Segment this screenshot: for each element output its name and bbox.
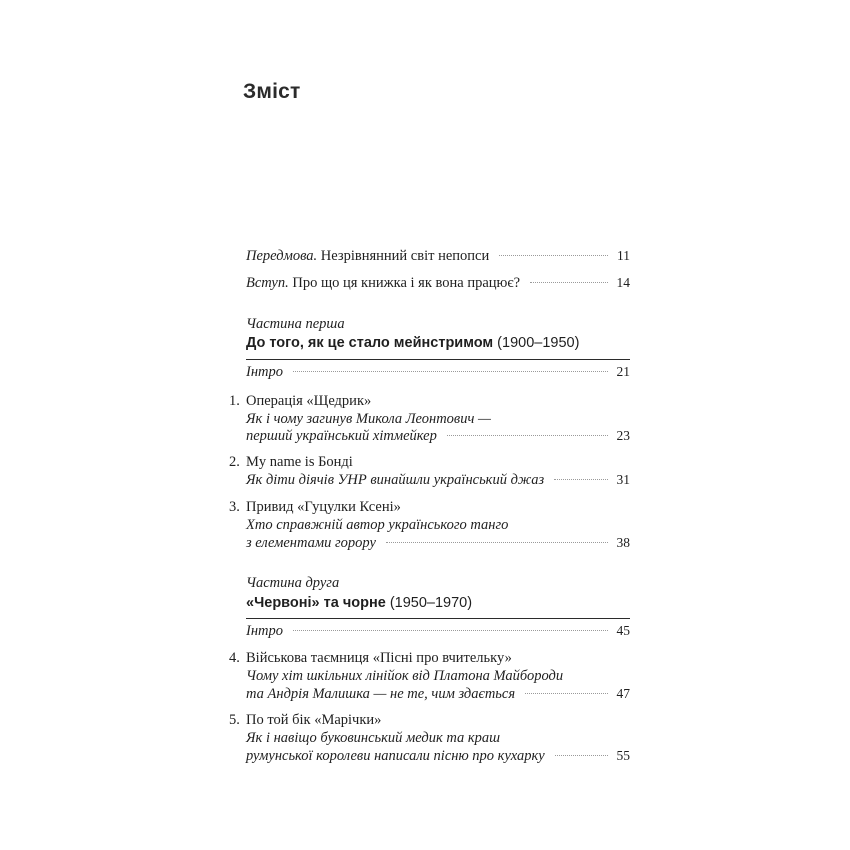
chapter-number: 3. [229, 499, 240, 515]
dot-leader [447, 435, 608, 436]
dot-leader [293, 630, 608, 631]
dot-leader [530, 282, 608, 283]
chapter-number: 2. [229, 454, 240, 470]
toc-entry-chapter-3[interactable] [246, 535, 630, 555]
chapter-subtitle: Як і чому загинув Микола Леонтович — [246, 411, 491, 427]
page-number: 31 [616, 472, 630, 487]
page-number: 38 [616, 535, 630, 550]
part-1-years: (1900–1950) [497, 335, 580, 351]
toc-entry-chapter-1[interactable] [246, 428, 630, 448]
toc-entry-chapter-2[interactable] [246, 472, 630, 492]
page-number: 14 [616, 275, 630, 290]
page-number: 11 [617, 248, 630, 263]
dot-leader [293, 371, 608, 372]
toc-entry-chapter-5[interactable] [246, 748, 630, 768]
entry-title: Інтро [246, 364, 283, 380]
part-2-label: Частина друга [246, 575, 340, 591]
toc-entry-preface[interactable] [246, 248, 630, 268]
chapter-subtitle: Як і навіщо буковинський медик та краш [246, 730, 501, 746]
chapter-subtitle: румунської королеви написали пісню про кухарку [246, 748, 545, 764]
entry-title: Інтро [246, 623, 283, 639]
chapter-subtitle: з елементами горору [246, 535, 376, 551]
chapter-subtitle: та Андрія Малишка — не те, чим здається [246, 686, 516, 702]
dot-leader [386, 542, 608, 543]
page-number: 55 [616, 748, 630, 763]
entry-title: Незрівнянний світ непопси [317, 248, 490, 264]
dot-leader [554, 479, 608, 480]
chapter-number: 5. [229, 712, 240, 728]
part-1-label: Частина перша [246, 316, 345, 332]
chapter-subtitle: Хто справжній автор українського танго [246, 517, 509, 533]
toc-entry-chapter-4[interactable] [246, 686, 630, 706]
part-1-rule [246, 359, 630, 360]
part-2-title [246, 595, 472, 611]
part-2-years: (1950–1970) [389, 595, 473, 611]
dot-leader [555, 755, 608, 756]
chapter-number: 1. [229, 393, 240, 409]
page-number: 47 [616, 686, 630, 701]
toc-entry-introduction[interactable] [246, 275, 630, 295]
chapter-title[interactable]: Привид «Гуцулки Ксені» [246, 499, 401, 515]
toc-entry-part-2-intro[interactable] [246, 623, 630, 643]
page-number: 45 [616, 623, 630, 638]
chapter-title[interactable]: Військова таємниця «Пісні про вчительку» [246, 650, 512, 666]
entry-label-italic: Вступ. [246, 275, 289, 291]
chapter-subtitle: Чому хіт шкільних лінійок від Платона Майбороди [246, 668, 564, 684]
entry-label-italic: Передмова. [246, 248, 318, 264]
page-title: Зміст [243, 80, 301, 103]
dot-leader [525, 693, 608, 694]
part-2-rule [246, 618, 630, 619]
part-1-title-text: До того, як це стало мейнстримом [246, 335, 494, 351]
chapter-title[interactable]: My name is Бонді [246, 454, 353, 470]
part-2-title-text: «Червоні» та чорне [246, 595, 386, 611]
chapter-number: 4. [229, 650, 240, 666]
chapter-subtitle: Як діти діячів УНР винайшли український джаз [246, 472, 545, 488]
chapter-subtitle: перший український хітмейкер [246, 428, 437, 444]
chapter-title[interactable]: Операція «Щедрик» [246, 393, 372, 409]
page-number: 23 [616, 428, 630, 443]
part-1-title [246, 335, 579, 351]
chapter-title[interactable]: По той бік «Марічки» [246, 712, 382, 728]
dot-leader [499, 255, 608, 256]
entry-title: Про що ця книжка і як вона працює? [288, 275, 521, 291]
toc-entry-part-1-intro[interactable] [246, 364, 630, 384]
page-number: 21 [616, 364, 630, 379]
